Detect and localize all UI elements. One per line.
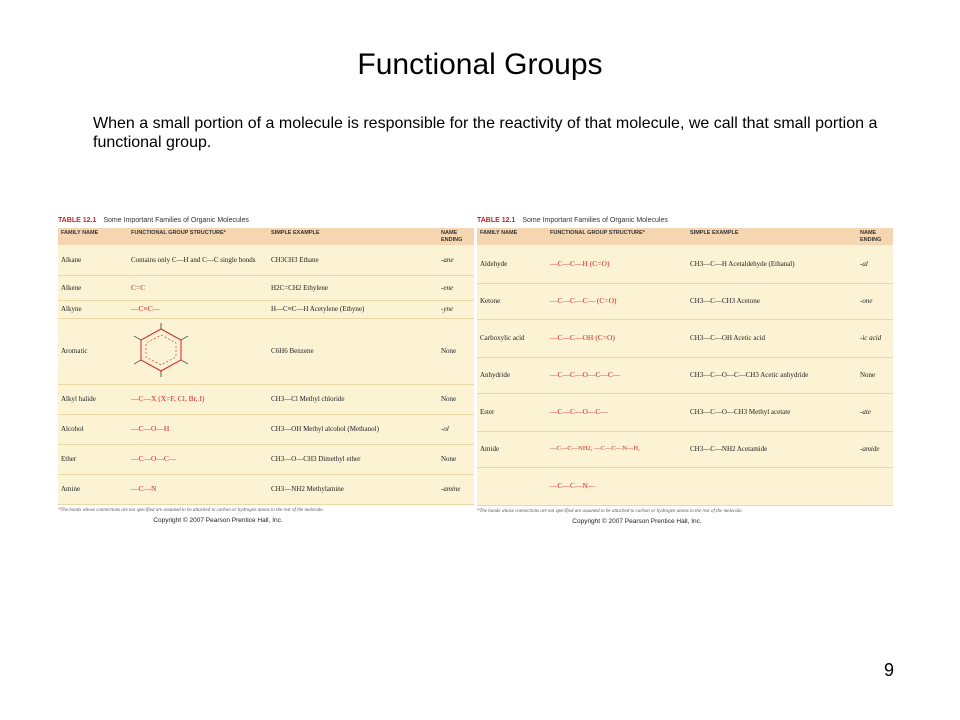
header-family-name: FAMILY NAME [61, 230, 99, 236]
family-cell: Aldehyde [480, 259, 508, 268]
ending-cell: None [441, 347, 457, 355]
example-cell: CH3CH3 Ethane [271, 255, 319, 264]
family-cell: Alkene [61, 283, 82, 292]
structure-cell: —C—C—H (C=O) [550, 258, 610, 268]
example-cell: CH3—OH Methyl alcohol (Methanol) [271, 425, 379, 433]
table-footnote: *The bonds whose connections are not specified are assumed to be attached to carbon or hydrogen atoms in the rest of the molecule. [58, 507, 324, 513]
table-heading [58, 214, 474, 228]
header-functional-group: FUNCTIONAL GROUP STRUCTURE* [131, 230, 226, 236]
family-cell: Ketone [480, 297, 501, 305]
family-cell: Alcohol [61, 425, 84, 433]
example-cell: H2C=CH2 Ethylene [271, 283, 329, 292]
intro-text: When a small portion of a molecule is responsible for the reactivity of that molecule, we call that small portion a functional group. [93, 115, 878, 151]
page-number: 9 [884, 660, 895, 680]
example-cell: CH3—C—H Acetaldehyde (Ethanal) [690, 259, 795, 268]
example-cell: CH3—Cl Methyl chloride [271, 395, 345, 403]
table-label: TABLE 12.1 [58, 217, 97, 224]
structure-cell: —C—C—OH (C=O) [550, 333, 615, 342]
header-simple-example: SIMPLE EXAMPLE [271, 230, 320, 236]
ending-cell: None [860, 371, 876, 379]
functional-groups-table-left [58, 214, 474, 524]
table-row [58, 474, 474, 504]
ending-cell: -ic acid [860, 334, 882, 342]
ending-cell: -ol [441, 425, 449, 433]
table-header-row [477, 228, 893, 245]
header-name-ending: NAME ENDING [441, 230, 463, 243]
family-cell: Alkyne [61, 305, 82, 313]
structure-cell: —C—N [131, 484, 157, 493]
family-cell [477, 467, 547, 505]
ending-cell [857, 467, 893, 505]
family-cell: Alkane [61, 255, 82, 264]
family-cell: Aromatic [61, 347, 88, 355]
header-simple-example: SIMPLE EXAMPLE [690, 230, 739, 236]
ending-cell: None [441, 455, 457, 463]
family-cell: Amide [480, 445, 500, 453]
structure-cell: —C—C—NH2, —C—C—N—H, [550, 445, 640, 452]
families-table [477, 228, 893, 506]
table-row [58, 245, 474, 275]
table-caption: Some Important Families of Organic Molecules [103, 217, 249, 224]
example-cell: CH3—NH2 Methylamine [271, 485, 344, 493]
ending-cell: -one [860, 297, 873, 305]
structure-cell [128, 318, 268, 384]
table-row [477, 467, 893, 505]
ending-cell: -amine [441, 485, 461, 493]
families-table [58, 228, 474, 505]
ending-cell: -ane [441, 255, 454, 264]
table-row [477, 245, 893, 283]
table-heading [477, 214, 893, 228]
table-row [477, 393, 893, 431]
table-label: TABLE 12.1 [477, 217, 516, 224]
structure-cell: —C—O—C— [131, 454, 177, 463]
table-row [477, 431, 893, 467]
family-cell: Anhydride [480, 371, 510, 379]
structure-cell: —C—X (X=F, Cl, Br, I) [131, 394, 205, 403]
table-row [477, 283, 893, 319]
example-cell: CH3—C—CH3 Acetone [690, 297, 760, 305]
ending-cell: None [441, 395, 457, 403]
ending-cell: -amide [860, 445, 880, 453]
example-cell: H—C≡C—H Acetylene (Ethyne) [271, 305, 365, 313]
family-cell: Carboxylic acid [480, 334, 525, 342]
structure-cell: —C—O—H [131, 424, 170, 433]
header-family-name: FAMILY NAME [480, 230, 518, 236]
table-row [477, 357, 893, 393]
table-footnote: *The bonds whose connections are not specified are assumed to be attached to carbon or hydrogen atoms in the rest of the molecule. [477, 508, 743, 514]
ending-cell: -al [860, 259, 868, 268]
example-cell: CH3—C—O—CH3 Methyl acetate [690, 408, 791, 416]
ending-cell: -yne [441, 305, 454, 313]
copyright-notice: Copyright © 2007 Pearson Prentice Hall, Inc. [153, 516, 283, 524]
table-row [58, 318, 474, 384]
header-name-ending: NAME ENDING [860, 230, 882, 243]
table-row [58, 300, 474, 318]
structure-cell: —C—C—O—C—C— [550, 370, 621, 379]
example-cell: C6H6 Benzene [271, 347, 314, 355]
copyright-notice: Copyright © 2007 Pearson Prentice Hall, Inc. [572, 517, 702, 525]
table-row [58, 444, 474, 474]
ending-cell: -ate [860, 408, 871, 416]
table-row [58, 275, 474, 300]
structure-cell: Contains only C—H and C—C single bonds [131, 255, 256, 264]
structure-cell: —C—C—N— [550, 481, 596, 490]
family-cell: Amine [61, 485, 81, 493]
family-cell: Ether [61, 455, 77, 463]
functional-groups-table-right [477, 214, 893, 525]
structure-cell: —C—C—C— (C=O) [550, 296, 617, 305]
example-cell: CH3—C—O—C—CH3 Acetic anhydride [690, 371, 809, 379]
example-cell [687, 467, 857, 505]
benzene-ring-icon [131, 323, 191, 377]
table-caption: Some Important Families of Organic Molecules [522, 217, 668, 224]
example-cell: CH3—O—CH3 Dimethyl ether [271, 455, 361, 463]
header-functional-group: FUNCTIONAL GROUP STRUCTURE* [550, 230, 645, 236]
family-cell: Alkyl halide [61, 395, 96, 403]
ending-cell: -ene [441, 283, 454, 292]
table-row [477, 319, 893, 357]
structure-cell: C=C [131, 282, 146, 292]
table-row [58, 414, 474, 444]
table-header-row [58, 228, 474, 245]
example-cell: CH3—C—OH Acetic acid [690, 334, 766, 342]
slide-title: Functional Groups [357, 48, 603, 81]
family-cell: Ester [480, 408, 495, 416]
example-cell: CH3—C—NH2 Acetamide [690, 445, 768, 453]
table-row [58, 384, 474, 414]
structure-cell: —C—C—O—C— [550, 407, 608, 416]
structure-cell: —C≡C— [131, 304, 161, 313]
